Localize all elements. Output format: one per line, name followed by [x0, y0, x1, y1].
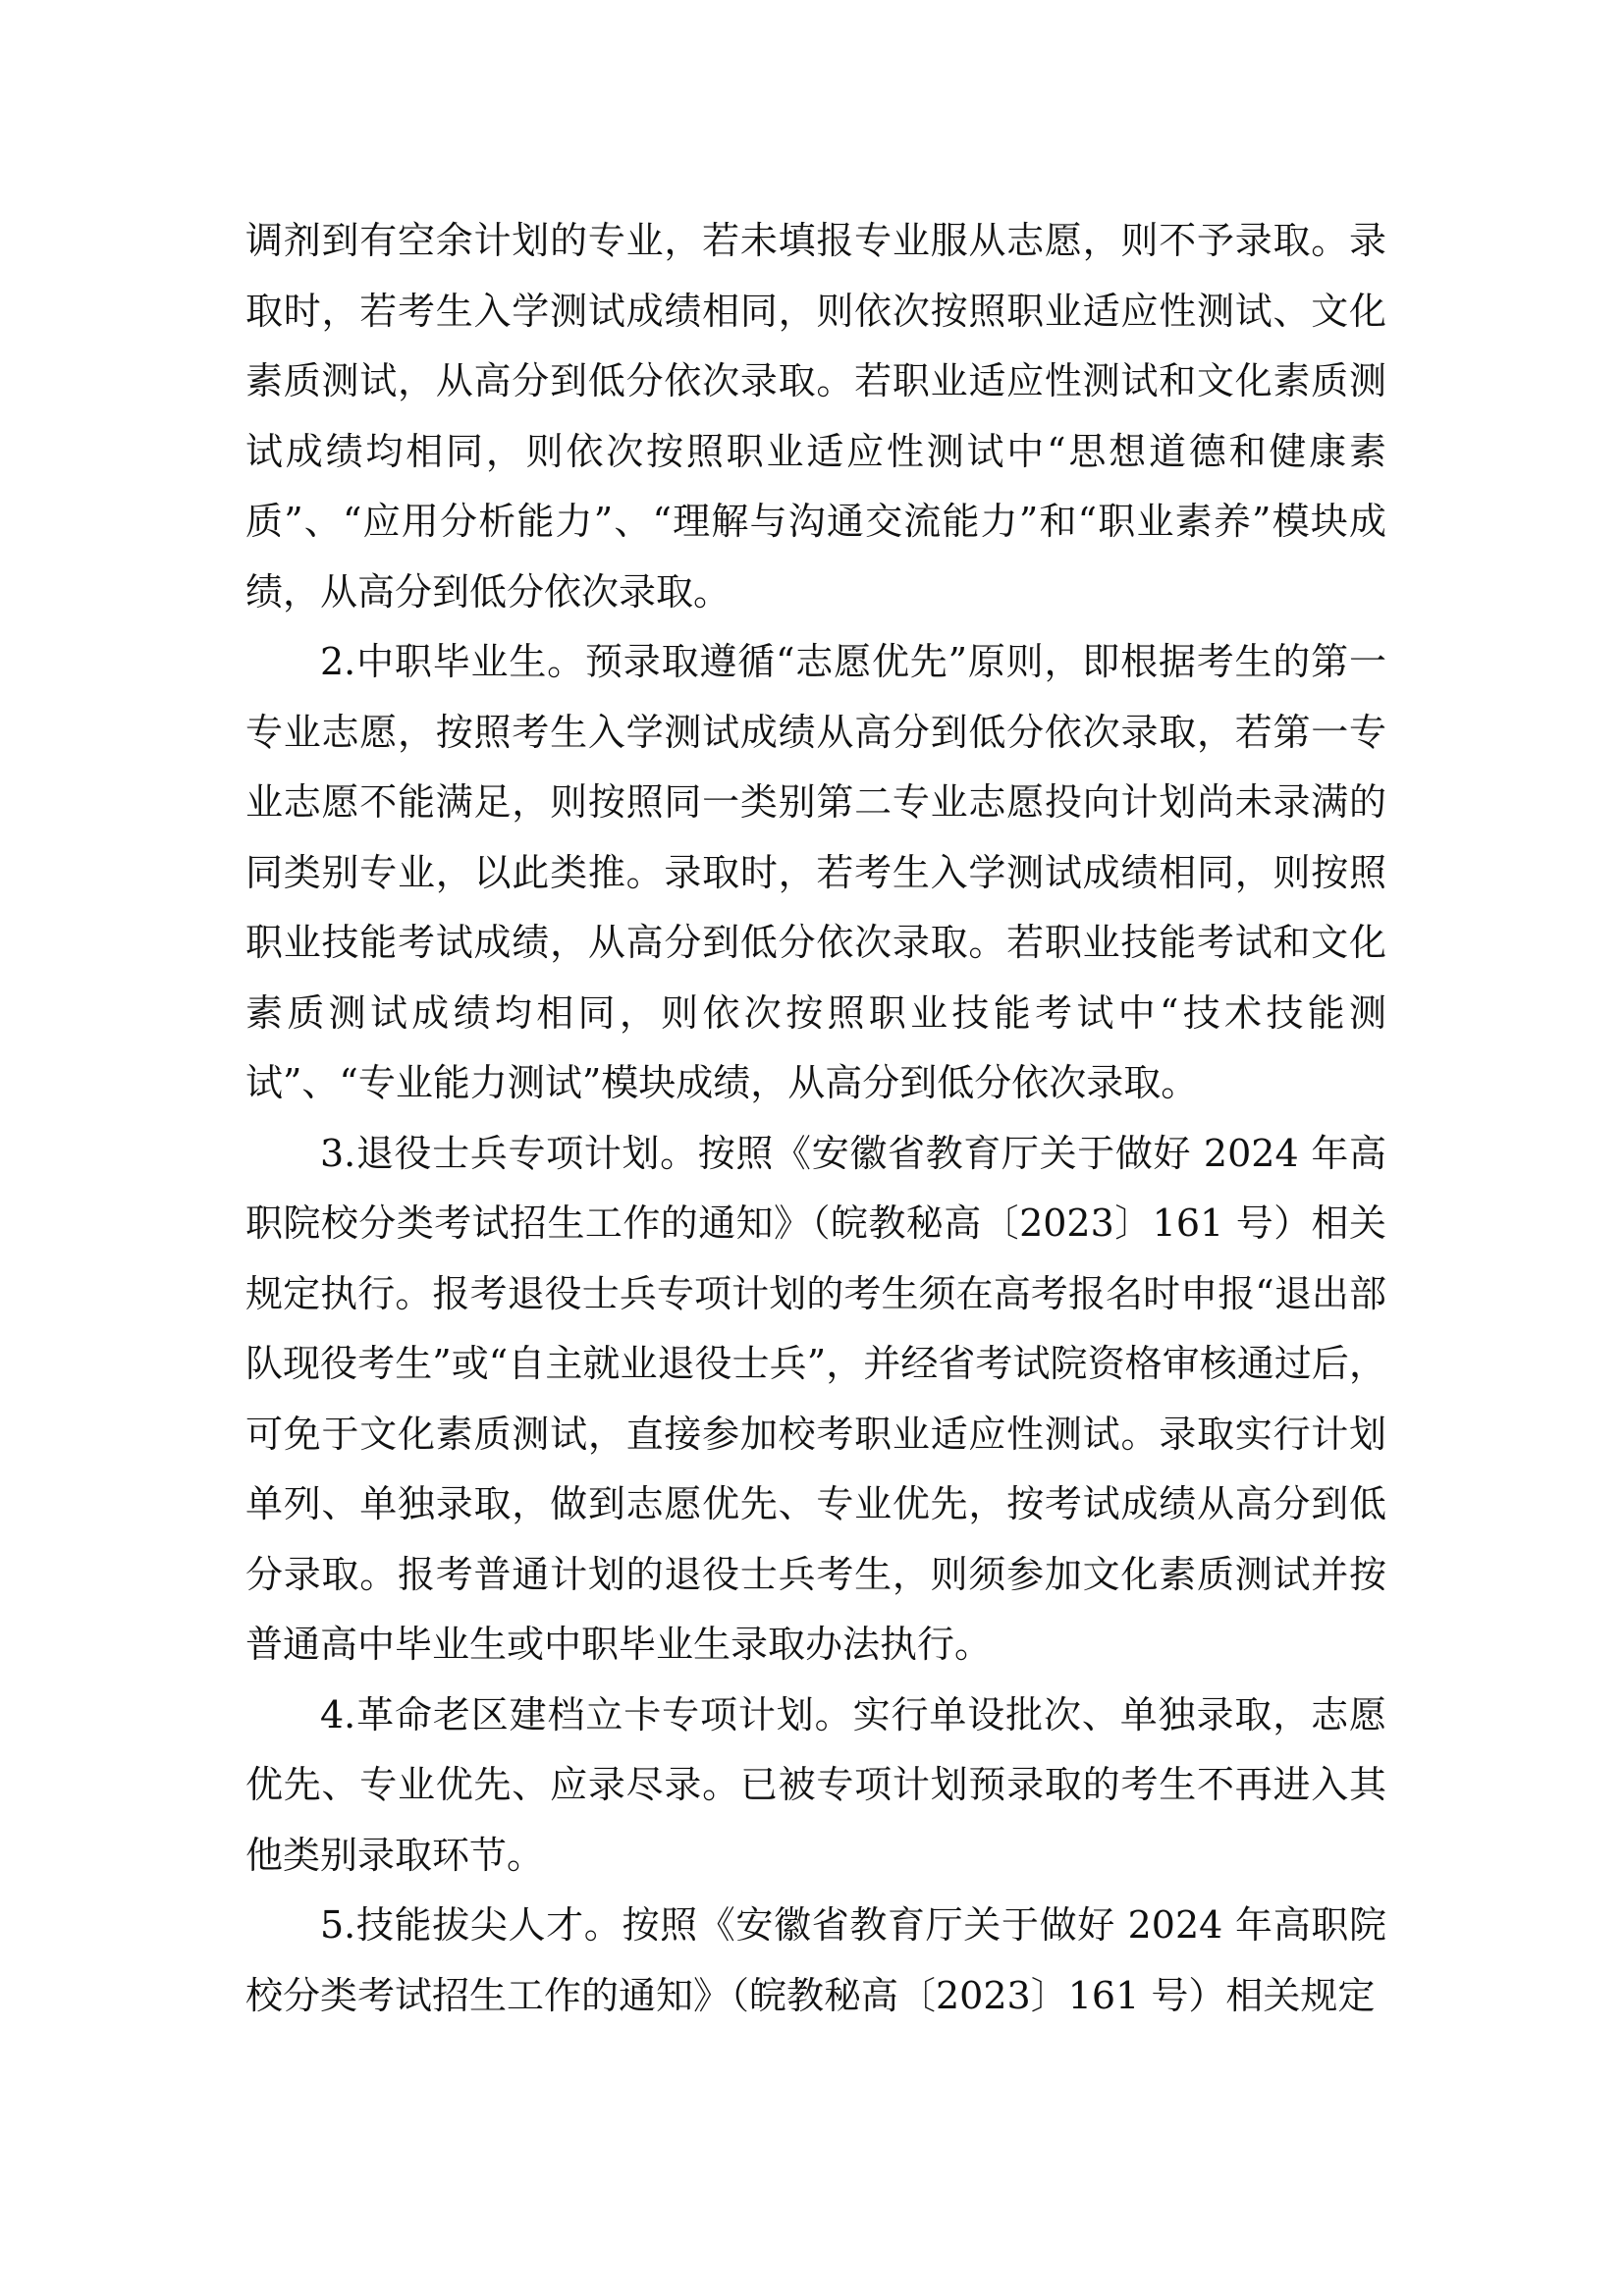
paragraph-top-skill-talents: 5.技能拔尖人才。按照《安徽省教育厅关于做好 2024 年高职院校分类考试招生工作的通知》（皖教秘高〔2023〕161 号）相关规定	[245, 1903, 1386, 2017]
paragraph-revolutionary-old-areas-plan: 4.革命老区建档立卡专项计划。实行单设批次、单独录取，志愿优先、专业优先、应录尽录。已被专项计划预录取的考生不再进入其他类别录取环节。	[245, 1692, 1386, 1877]
document-body	[245, 206, 1386, 2031]
paragraph-continuation: 调剂到有空余计划的专业，若未填报专业服从志愿，则不予录取。录取时，若考生入学测试成绩相同，则依次按照职业适应性测试、文化素质测试，从高分到低分依次录取。若职业适应性测试和文化素质测试成绩均相同，则依次按照职业适应性测试中“思想道德和健康素质”、“应用分析能力”、“理解与沟通交流能力”和“职业素养”模块成绩，从高分到低分依次录取。	[245, 219, 1386, 614]
paragraph-secondary-vocational-graduates: 2.中职毕业生。预录取遵循“志愿优先”原则，即根据考生的第一专业志愿，按照考生入学测试成绩从高分到低分依次录取，若第一专业志愿不能满足，则按照同一类别第二专业志愿投向计划尚未录满的同类别专业，以此类推。录取时，若考生入学测试成绩相同，则按照职业技能考试成绩，从高分到低分依次录取。若职业技能考试和文化素质测试成绩均相同，则依次按照职业技能考试中“技术技能测试”、“专业能力测试”模块成绩，从高分到低分依次录取。	[245, 640, 1386, 1104]
paragraph-retired-soldiers-plan: 3.退役士兵专项计划。按照《安徽省教育厅关于做好 2024 年高职院校分类考试招生工作的通知》（皖教秘高〔2023〕161 号）相关规定执行。报考退役士兵专项计划的考生须在高考报名时申报“退出部队现役考生”或“自主就业退役士兵”，并经省考试院资格审核通过后，可免于文化素质测试，直接参加校考职业适应性测试。录取实行计划单列、单独录取，做到志愿优先、专业优先，按考试成绩从高分到低分录取。报考普通计划的退役士兵考生，则须参加文化素质测试并按普通高中毕业生或中职毕业生录取办法执行。	[245, 1131, 1386, 1666]
